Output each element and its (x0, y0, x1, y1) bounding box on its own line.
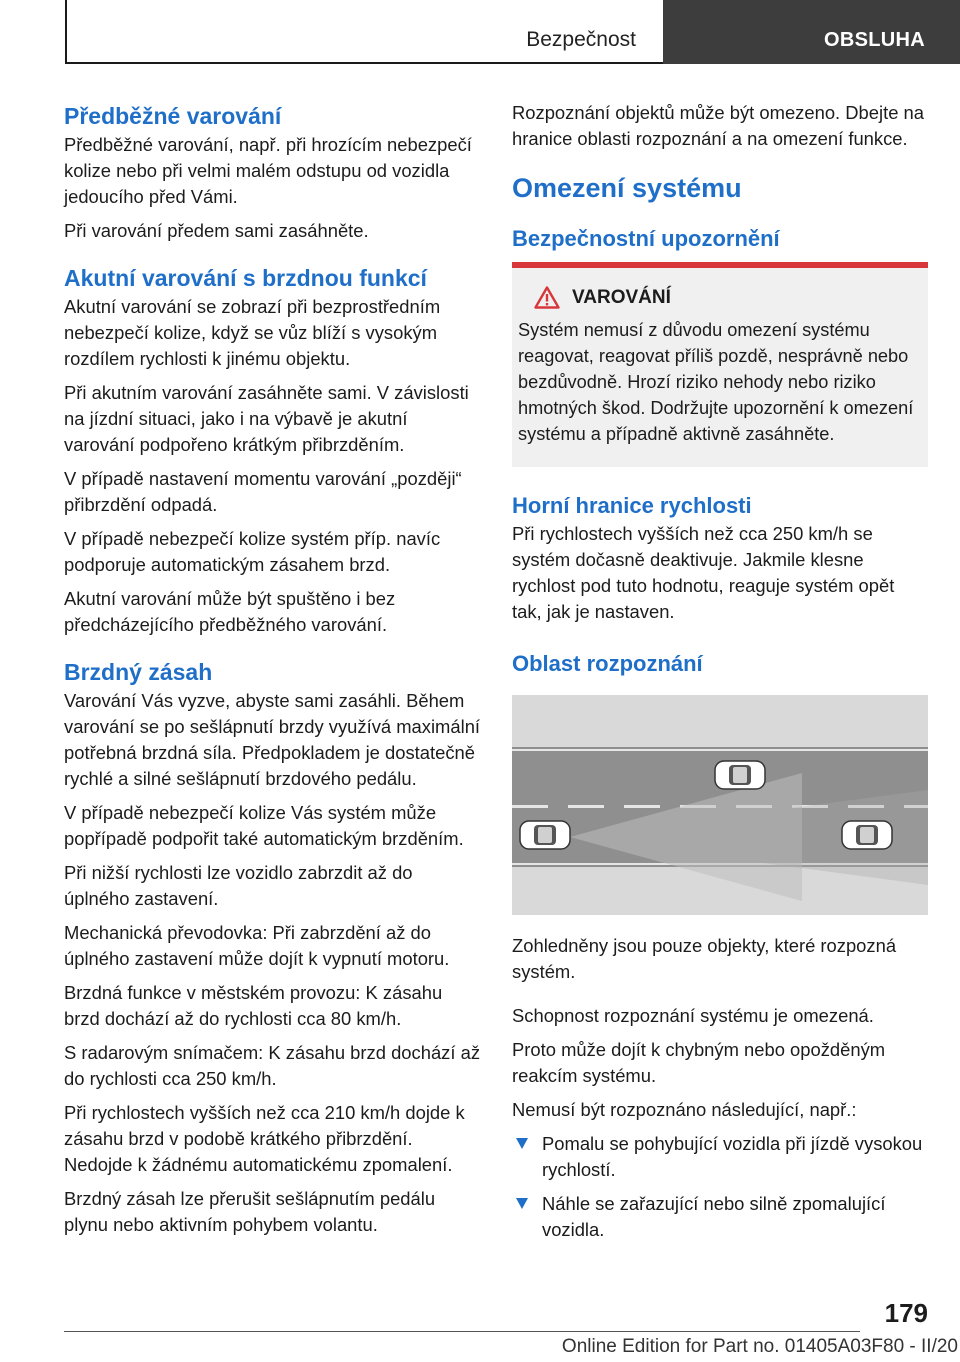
header-chapter-label: OBSLUHA (824, 29, 925, 51)
warning-text: Systém nemusí z důvodu omezení systému reagovat, reagovat příliš pozdě, nesprávně nebo bezdůvodně. Hrozí riziko nehody nebo riziko hmotných škod. Dodržujte upozornění k omezení systému a případně aktivně zasáhněte. (518, 320, 914, 444)
paragraph: Zohledněny jsou pouze objekty, které rozpozná systém. (512, 935, 897, 982)
page-header (0, 0, 960, 68)
right-column (512, 100, 928, 1251)
paragraph: V případě nastavení momentu varování „později“ přibrzdění odpadá. (64, 468, 462, 515)
bullet-triangle-icon (516, 1138, 528, 1149)
vehicle-ahead-icon (842, 821, 892, 849)
paragraph: Brzdná funkce v městském provozu: K zásahu brzd dochází až do rychlosti cca 80 km/h. (64, 982, 443, 1029)
paragraph: Při varování předem sami zasáhněte. (64, 220, 369, 241)
heading-bezpecnostni-upozorneni: Bezpečnostní upozornění (512, 226, 780, 251)
paragraph: Při rychlostech vyšších než cca 250 km/h se systém dočasně deaktivuje. Jakmile klesne rychlost pod tuto hodnotu, reaguje systém opět tak, jak je nastaven. (512, 523, 895, 622)
paragraph: Brzdný zásah lze přerušit sešlápnutím pedálu plynu nebo aktivním pohybem volantu. (64, 1188, 436, 1235)
bullet-list (512, 1131, 928, 1243)
warning-title-row (534, 286, 922, 309)
ego-vehicle-icon (520, 821, 570, 849)
paragraph: Předběžné varování, např. při hrozícím nebezpečí kolize nebo při velmi malém odstupu od vozidla jedoucího před Vámi. (64, 134, 472, 207)
heading-akutni-varovani: Akutní varování s brzdnou funkcí (64, 265, 427, 291)
paragraph: Schopnost rozpoznání systému je omezená. (512, 1005, 874, 1026)
paragraph: Varování Vás vyzve, abyste sami zasáhli. Během varování se po sešlápnutí brzdy využívá maximální potřebná brzdná síla. Předpokladem je dostatečně rychlé a silné sešlápnutí brzdového pedálu. (64, 690, 481, 789)
warning-body (512, 268, 928, 467)
heading-brzdny-zasah: Brzdný zásah (64, 659, 213, 685)
bullet-triangle-icon (516, 1198, 528, 1209)
list-item-text: Pomalu se pohybující vozidla při jízdě vysokou rychlostí. (542, 1133, 923, 1180)
warning-triangle-icon (534, 286, 560, 309)
warning-title: VAROVÁNÍ (572, 286, 671, 308)
footer-rule (64, 1331, 860, 1332)
heading-horni-hranice-rychlosti: Horní hranice rychlosti (512, 493, 752, 518)
paragraph: Rozpoznání objektů může být omezeno. Dbejte na hranice oblasti rozpoznání a na omezení funkce. (512, 102, 924, 149)
header-section-title: Bezpečnost (526, 28, 636, 51)
list-item (512, 1191, 928, 1243)
left-column (64, 100, 482, 1238)
paragraph: Při nižší rychlosti lze vozidlo zabrzdit až do úplného zastavení. (64, 862, 413, 909)
paragraph: Proto může dojít k chybným nebo opožděným reakcím systému. (512, 1039, 886, 1086)
heading-oblast-rozpoznani: Oblast rozpoznání (512, 651, 703, 676)
paragraph: Nemusí být rozpoznáno následující, např.: (512, 1099, 857, 1120)
paragraph: S radarovým snímačem: K zásahu brzd dochází až do rychlosti cca 250 km/h. (64, 1042, 481, 1089)
heading-predbezne-varovani: Předběžné varování (64, 103, 282, 129)
header-chapter-tab[interactable] (663, 0, 960, 64)
heading-omezeni-systemu: Omezení systému (512, 173, 742, 203)
detection-area-illustration (512, 695, 928, 915)
list-item (512, 1131, 928, 1183)
paragraph: Akutní varování může být spuštěno i bez předcházejícího předběžného varování. (64, 588, 396, 635)
warning-box (512, 262, 928, 467)
list-item-text: Náhle se zařazující nebo silně zpomalující vozidla. (542, 1193, 886, 1240)
paragraph: V případě nebezpečí kolize systém příp. navíc podporuje automatickým zásahem brzd. (64, 528, 441, 575)
paragraph: Mechanická převodovka: Při zabrzdění až do úplného zastavení může dojít k vypnutí motoru. (64, 922, 450, 969)
header-underline (65, 62, 663, 64)
paragraph: Akutní varování se zobrazí při bezprostředním nebezpečí kolize, když se vůz blíží s vysokým rozdílem rychlosti k jinému objektu. (64, 296, 441, 369)
paragraph: Při akutním varování zasáhněte sami. V závislosti na jízdní situaci, jako i na výbavě je akutní varování podpořeno krátkým přibrzděním. (64, 382, 469, 455)
footer-edition: Online Edition for Part no. 01405A03F80 - II/20 (561, 1336, 958, 1357)
paragraph: V případě nebezpečí kolize Vás systém může popřípadě podpořit také automatickým brzděním. (64, 802, 464, 849)
header-divider (65, 0, 67, 64)
road-detection-diagram (512, 695, 928, 915)
vehicle-ahead-left-icon (715, 761, 765, 789)
page-number: 179 (884, 1298, 928, 1328)
paragraph: Při rychlostech vyšších než cca 210 km/h dojde k zásahu brzd v podobě krátkého přibrzdění. Nedojde k žádnému automatickému zpomalení. (64, 1102, 465, 1175)
